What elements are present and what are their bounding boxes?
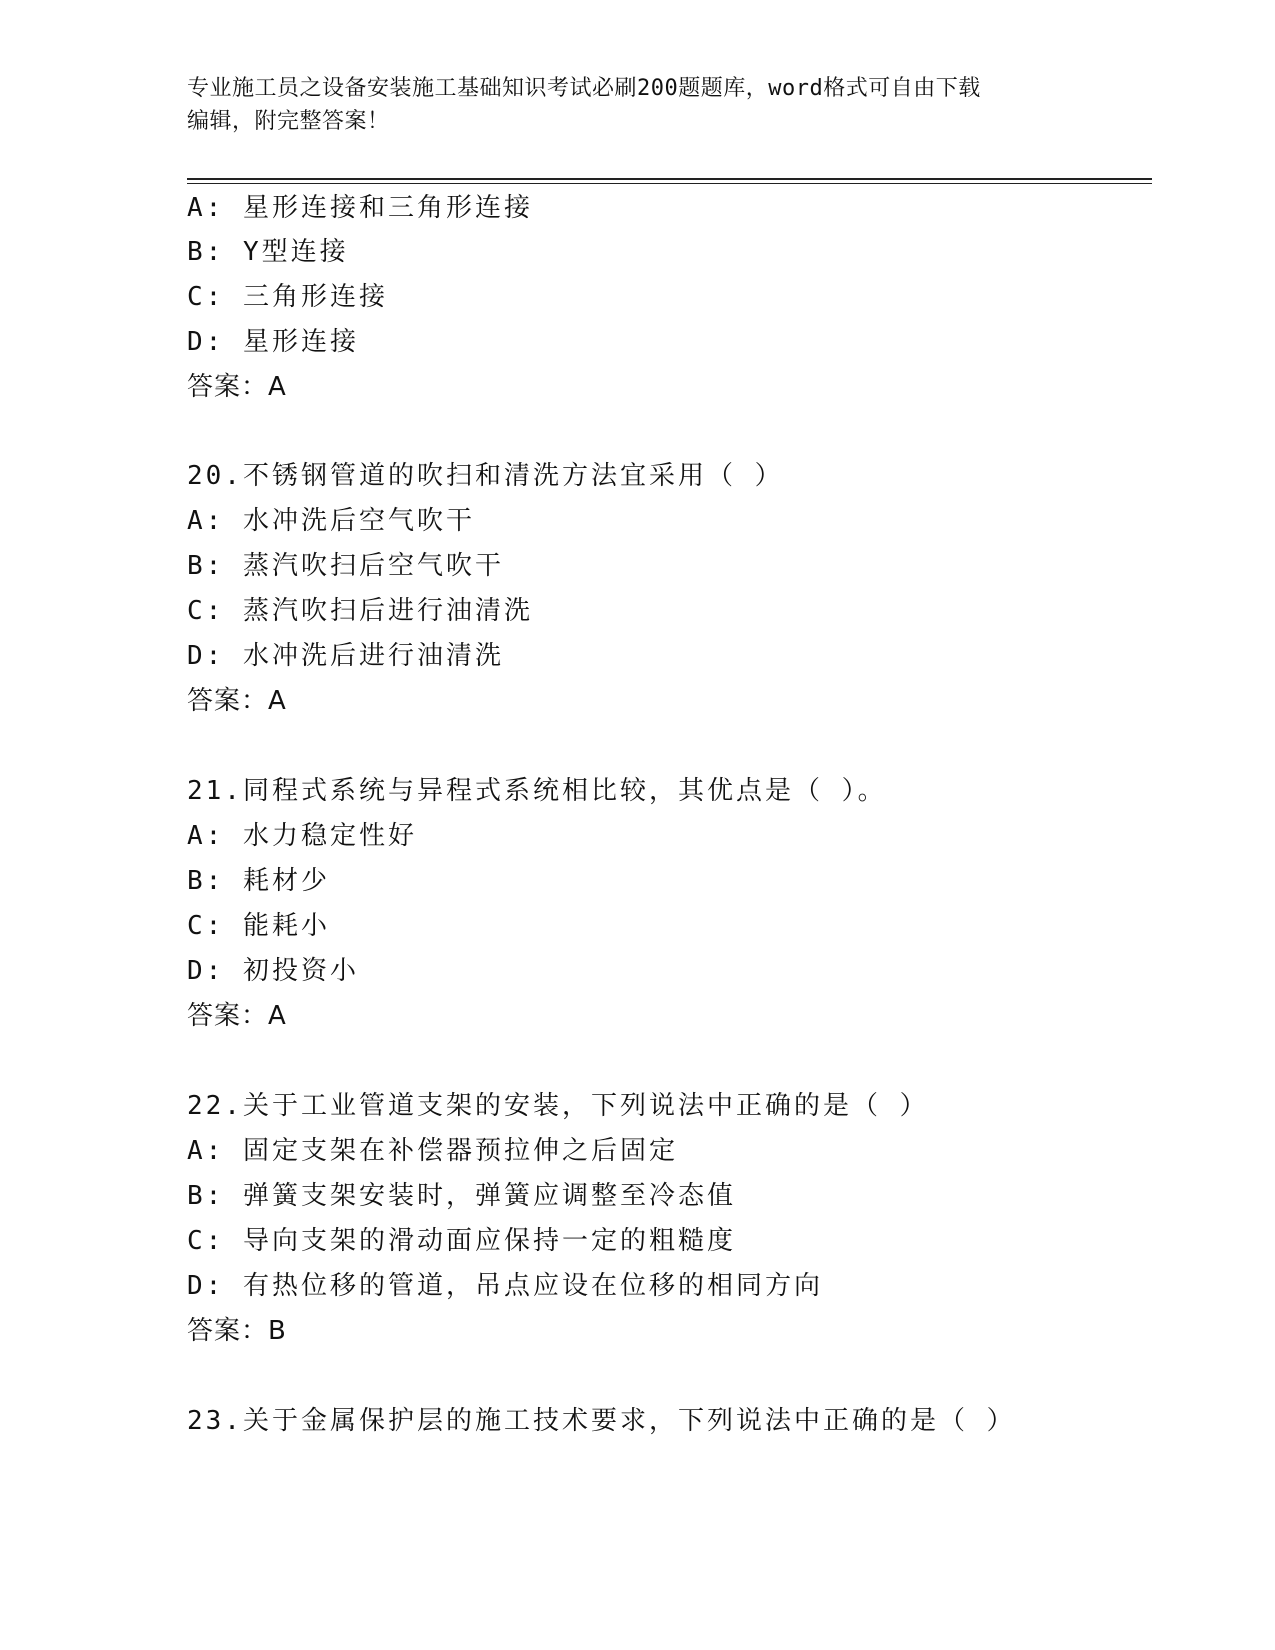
q20-answer: 答案：A — [187, 686, 287, 716]
q23-question: 23.关于金属保护层的施工技术要求，下列说法中正确的是（ ） — [187, 1406, 1016, 1436]
q21-option-d: D: 初投资小 — [187, 956, 359, 986]
q22-option-c: C: 导向支架的滑动面应保持一定的粗糙度 — [187, 1226, 736, 1256]
q20-option-b: B: 蒸汽吹扫后空气吹干 — [187, 551, 504, 581]
q22-question: 22.关于工业管道支架的安装，下列说法中正确的是（ ） — [187, 1091, 929, 1121]
q19-answer: 答案：A — [187, 372, 287, 402]
q20-question: 20.不锈钢管道的吹扫和清洗方法宜采用（ ） — [187, 461, 784, 491]
header-divider — [187, 178, 1152, 180]
q22-answer: 答案：B — [187, 1316, 287, 1346]
document-header — [187, 72, 1067, 138]
q19-option-a: A: 星形连接和三角形连接 — [187, 193, 533, 223]
q19-option-d: D: 星形连接 — [187, 327, 359, 357]
q19-option-b: B: Y型连接 — [187, 237, 349, 267]
header-divider-thin — [187, 183, 1152, 184]
q22-option-b: B: 弹簧支架安装时，弹簧应调整至冷态值 — [187, 1181, 736, 1211]
q20-option-d: D: 水冲洗后进行油清洗 — [187, 641, 504, 671]
q20-option-c: C: 蒸汽吹扫后进行油清洗 — [187, 596, 533, 626]
q21-answer: 答案：A — [187, 1001, 287, 1031]
q22-option-a: A: 固定支架在补偿器预拉伸之后固定 — [187, 1136, 678, 1166]
header-line-2: 编辑，附完整答案！ — [187, 109, 390, 134]
q21-question: 21.同程式系统与异程式系统相比较，其优点是（ ）。 — [187, 776, 887, 806]
header-line-1: 专业施工员之设备安装施工基础知识考试必刷200题题库，word格式可自由下载 — [187, 76, 981, 101]
q20-option-a: A: 水冲洗后空气吹干 — [187, 506, 475, 536]
q21-option-b: B: 耗材少 — [187, 866, 330, 896]
q21-option-c: C: 能耗小 — [187, 911, 330, 941]
q19-option-c: C: 三角形连接 — [187, 282, 388, 312]
q21-option-a: A: 水力稳定性好 — [187, 821, 417, 851]
q22-option-d: D: 有热位移的管道，吊点应设在位移的相同方向 — [187, 1271, 823, 1301]
